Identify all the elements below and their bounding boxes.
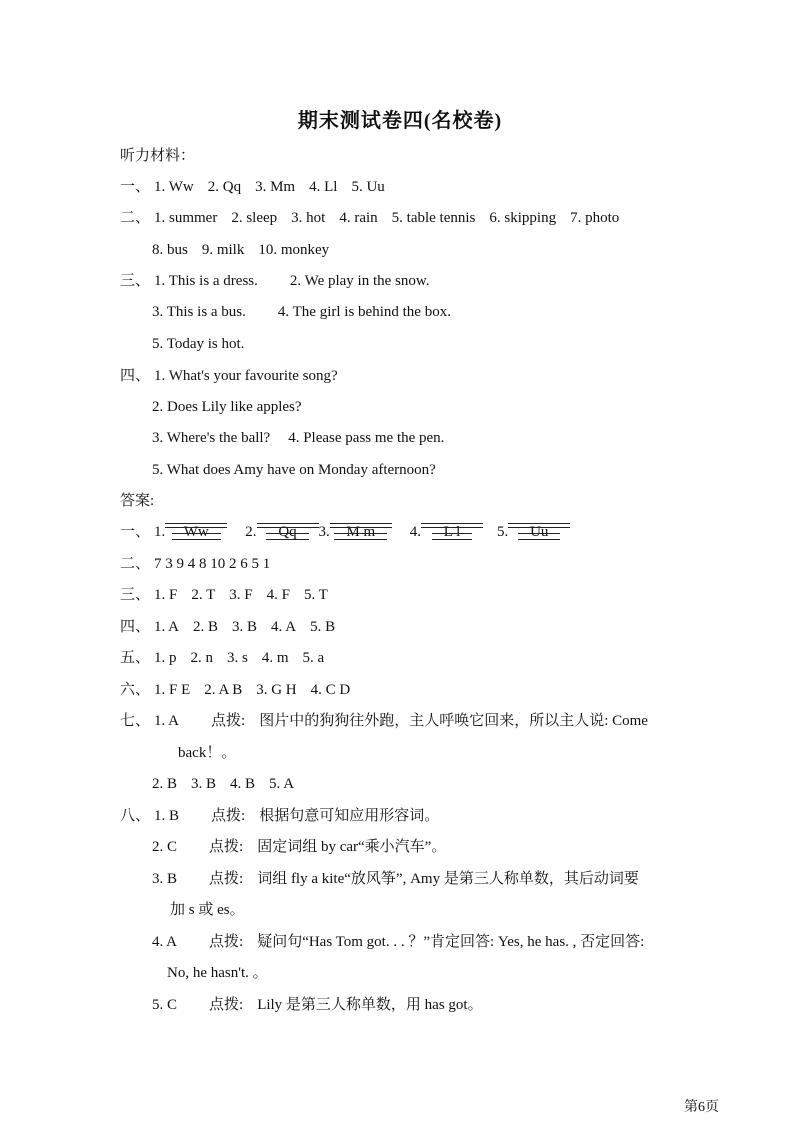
- answer-section-8-item-3-cont: [170, 900, 245, 920]
- listening-section-4-cont2: [152, 428, 444, 448]
- answer-letter: Qq: [278, 524, 297, 540]
- list-item: 1. This is a dress.: [154, 273, 258, 289]
- list-item: 3. hot: [291, 210, 326, 226]
- section-number: 二、: [120, 210, 151, 226]
- answer-text: 7 3 9 4 8 10 2 6 5 1: [154, 556, 271, 572]
- list-item: 1. F E: [154, 682, 191, 698]
- list-item: 8. bus: [152, 242, 188, 258]
- section-number: 三、: [120, 587, 151, 603]
- list-item: 4. rain: [339, 210, 378, 226]
- answers-heading: 答案:: [120, 493, 155, 509]
- list-item: 2. B: [152, 776, 178, 792]
- listening-section-1: [120, 177, 385, 197]
- list-item: 5. What does Amy have on Monday afternoon?: [152, 462, 436, 478]
- section-number: 八、: [120, 808, 151, 824]
- answer-section-2: [120, 554, 270, 574]
- item-number: 4.: [409, 524, 421, 540]
- list-item: 2. Qq: [207, 179, 242, 195]
- tip-label: 点拨:: [209, 997, 244, 1013]
- list-item: 3. B: [191, 776, 217, 792]
- answer-item: 2. C: [152, 839, 178, 855]
- list-item: 1. F: [154, 587, 178, 603]
- listening-section-3-cont: [152, 302, 451, 322]
- answer-section-8-item-4-cont: [167, 963, 268, 983]
- list-item: 3. Where's the ball?: [152, 430, 271, 446]
- list-item: 3. s: [227, 650, 248, 666]
- listening-heading: 听力材料：: [120, 148, 196, 164]
- answer-section-1: [120, 522, 570, 542]
- list-item: 4. F: [266, 587, 290, 603]
- section-number: 三、: [120, 273, 151, 289]
- list-item: 2. We play in the snow.: [289, 273, 430, 289]
- list-item: 2. B: [193, 619, 219, 635]
- list-item: 1. p: [154, 650, 177, 666]
- list-item: 5. A: [269, 776, 295, 792]
- list-item: 5. Uu: [351, 179, 385, 195]
- item-number: 2.: [245, 524, 257, 540]
- item-number: 3.: [318, 524, 330, 540]
- list-item: 1. A: [154, 619, 180, 635]
- tip-text: 固定词组 by car“乘小汽车”。: [257, 839, 447, 855]
- list-item: 2. T: [191, 587, 216, 603]
- page-number: 第6页: [684, 1100, 719, 1115]
- list-item: 4. Ll: [309, 179, 338, 195]
- answer-section-8-item-3: [152, 869, 639, 889]
- handwriting-lines: [257, 522, 319, 542]
- answer-section-8-item-2: [152, 837, 446, 857]
- answer-section-6: [120, 680, 350, 700]
- list-item: 1. Ww: [154, 179, 194, 195]
- tip-text: 根据句意可知应用形容词。: [259, 808, 440, 824]
- section-number: 六、: [120, 682, 151, 698]
- list-item: 9. milk: [201, 242, 245, 258]
- tip-text: Lily 是第三人称单数，用 has got。: [257, 997, 483, 1013]
- handwriting-lines: [508, 522, 570, 542]
- list-item: 3. Mm: [255, 179, 296, 195]
- list-item: 3. B: [232, 619, 258, 635]
- answer-item: 3. B: [152, 871, 178, 887]
- list-item: 2. Does Lily like apples?: [152, 399, 302, 415]
- section-number: 四、: [120, 619, 151, 635]
- list-item: 5. T: [303, 587, 328, 603]
- list-item: 10. monkey: [258, 242, 330, 258]
- answer-section-7-rest: [152, 774, 294, 794]
- list-item: 2. A B: [204, 682, 243, 698]
- tip-text: 词组 fly a kite“放风筝”, Amy 是第三人称单数，其后动词要: [257, 871, 639, 887]
- list-item: 2. n: [190, 650, 213, 666]
- list-item: 6. skipping: [489, 210, 557, 226]
- listening-section-3: [120, 271, 430, 291]
- list-item: 7. photo: [570, 210, 620, 226]
- section-number: 一、: [120, 524, 151, 540]
- answer-section-5: [120, 648, 324, 668]
- listening-section-4-cont3: [152, 460, 436, 480]
- page-title: 期末测试卷四(名校卷): [297, 110, 503, 132]
- list-item: 4. C D: [310, 682, 351, 698]
- answer-section-4: [120, 617, 335, 637]
- list-item: 3. This is a bus.: [152, 304, 246, 320]
- item-number: 1.: [154, 524, 166, 540]
- listening-section-2-cont: [152, 240, 329, 260]
- tip-text: 加 s 或 es。: [170, 902, 245, 918]
- tip-label: 点拨:: [211, 713, 246, 729]
- answer-letter: M m: [346, 524, 376, 540]
- listening-section-4-cont: [152, 397, 302, 417]
- answer-item: 1. B: [154, 808, 180, 824]
- answer-item: 4. A: [152, 934, 178, 950]
- answer-section-8-item-4: [152, 932, 644, 952]
- answer-item: 1. A: [154, 713, 180, 729]
- list-item: 5. a: [302, 650, 325, 666]
- answer-letter: Uu: [530, 524, 549, 540]
- answer-section-3: [120, 585, 328, 605]
- listening-section-2: [120, 208, 619, 228]
- list-item: 4. A: [271, 619, 297, 635]
- section-number: 四、: [120, 368, 151, 384]
- list-item: 5. table tennis: [391, 210, 476, 226]
- answer-section-8: [120, 806, 439, 826]
- listening-section-4: [120, 366, 338, 386]
- section-number: 二、: [120, 556, 151, 572]
- list-item: 3. F: [229, 587, 253, 603]
- section-number: 七、: [120, 713, 151, 729]
- answer-section-8-item-5: [152, 995, 483, 1015]
- answer-item: 5. C: [152, 997, 178, 1013]
- tip-label: 点拨:: [209, 934, 244, 950]
- tip-text: 疑问句“Has Tom got. . . ？”肯定回答: Yes, he has. , 否定回答:: [257, 934, 645, 950]
- answer-letter: L l: [443, 524, 461, 540]
- handwriting-lines: [330, 522, 392, 542]
- list-item: 4. B: [230, 776, 256, 792]
- answer-section-7: [120, 711, 648, 731]
- tip-text: No, he hasn't. 。: [167, 965, 268, 981]
- answer-section-7-cont: [178, 743, 236, 763]
- list-item: 2. sleep: [231, 210, 278, 226]
- handwriting-lines: [165, 522, 227, 542]
- tip-text: back！。: [178, 745, 237, 761]
- list-item: 5. B: [310, 619, 336, 635]
- list-item: 4. The girl is behind the box.: [277, 304, 451, 320]
- list-item: 4. Please pass me the pen.: [288, 430, 445, 446]
- handwriting-lines: [421, 522, 483, 542]
- section-number: 一、: [120, 179, 151, 195]
- item-number: 5.: [497, 524, 509, 540]
- tip-label: 点拨:: [209, 839, 244, 855]
- list-item: 3. G H: [256, 682, 297, 698]
- list-item: 5. Today is hot.: [152, 336, 245, 352]
- list-item: 1. What's your favourite song?: [154, 368, 338, 384]
- list-item: 4. m: [261, 650, 289, 666]
- answer-letter: Ww: [183, 524, 209, 540]
- section-number: 五、: [120, 650, 151, 666]
- list-item: 1. summer: [154, 210, 218, 226]
- tip-label: 点拨:: [211, 808, 246, 824]
- tip-text: 图片中的狗狗往外跑，主人呼唤它回来，所以主人说: Come: [259, 713, 648, 729]
- tip-label: 点拨:: [209, 871, 244, 887]
- listening-section-3-cont2: [152, 334, 244, 354]
